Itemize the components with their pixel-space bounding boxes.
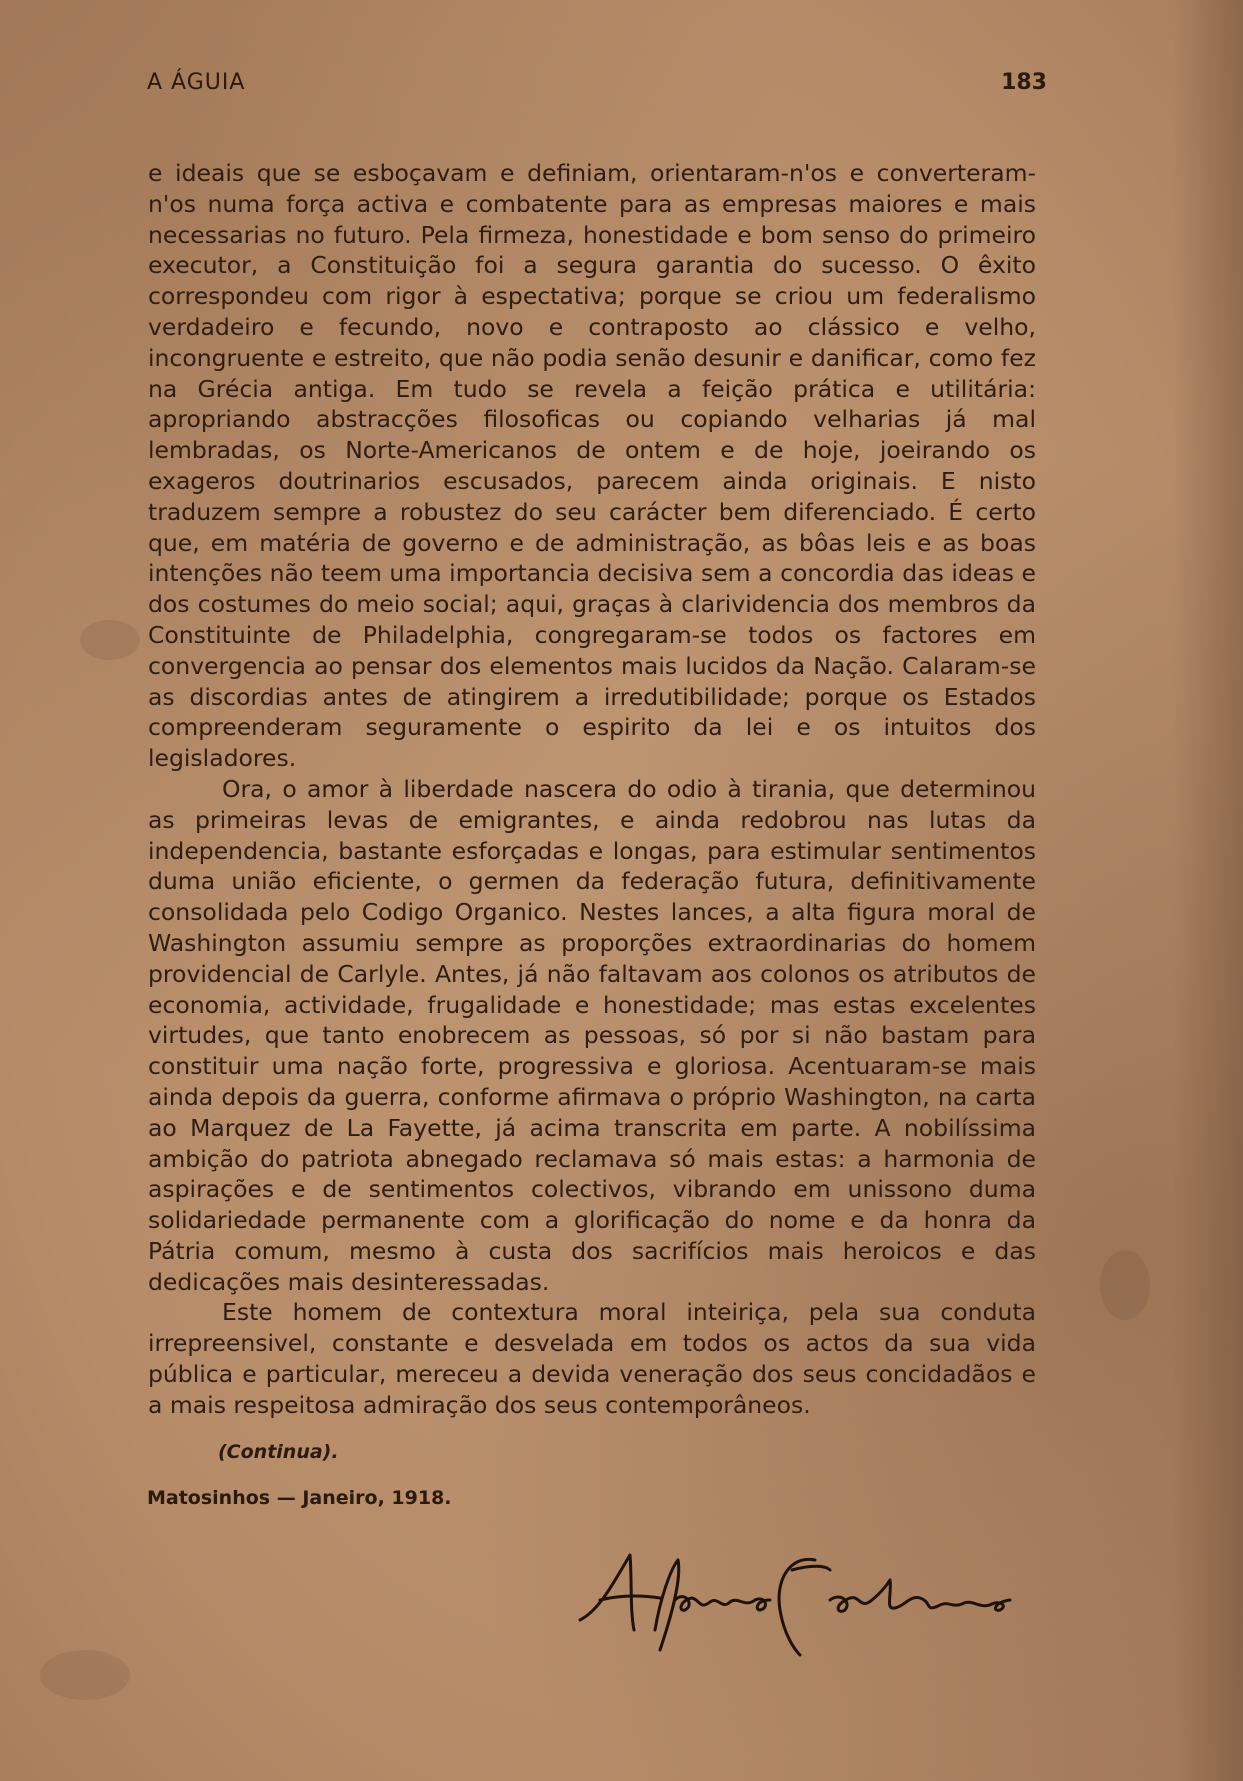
paragraph: e ideais que se esboçavam e definiam, orientaram-n'os e converteram-n'os numa força activa e combatente para as empresas maiores e mais necessarias no futuro. Pela firmeza, honestidade e bom senso do primeiro executor, a Constituição foi a segura garantia do sucesso. O êxito correspondeu com rigor à espectativa; porque se criou um federalismo verdadeiro e fecundo, novo e contraposto ao clássico e velho, incongruente e estreito, que não podia senão desunir e danificar, como fez na Grécia antiga. Em tudo se revela a feição prática e utilitária: apropriando abstracções filosoficas ou copiando velharias já mal lembradas, os Norte-Americanos de ontem e de hoje, joeirando os exageros doutrinarios escusados, parecem ainda originais. E nisto traduzem sempre a robustez do seu carácter bem diferenciado. É certo que, em matéria de governo e de administração, as bôas leis e as boas intenções não teem uma importancia decisiva sem a concordia das ideas e dos costumes do meio social; aqui, graças à clarividencia dos membros da Constituinte de Philadelphia, congregaram-se todos os factores em convergencia ao pensar dos elementos mais lucidos da Nação. Calaram-se as discordias antes de atingirem a irredutibilidade; porque os Estados compreenderam seguramente o espirito da lei e os intuitos dos legisladores.: [148, 159, 1036, 773]
page-edge-shadow: [1173, 0, 1243, 1781]
continuation-note: (Continua).: [218, 1441, 339, 1463]
paragraph: Este homem de contextura moral inteiriça, pela sua conduta irrepreensivel, constante e desvelada em todos os actos da sua vida pública e particular, mereceu a devida veneração dos seus concidadãos e a mais respeitosa admiração dos seus contemporâneos.: [148, 1298, 1036, 1419]
page-number: 183: [1001, 70, 1047, 95]
dateline: Matosinhos — Janeiro, 1918.: [147, 1487, 452, 1509]
journal-title: A ÁGUIA: [147, 70, 246, 95]
paragraph: Ora, o amor à liberdade nascera do odio à tirania, que determinou as primeiras levas de emigrantes, e ainda redobrou nas lutas da independencia, bastante esforçadas e longas, para estimular sentimentos duma união eficiente, o germen da federação futura, definitivamente consolidada pelo Codigo Organico. Nestes lances, a alta figura moral de Washington assumiu sempre as proporções extraordinarias do homem providencial de Carlyle. Antes, já não faltavam aos colonos os atributos de economia, actividade, frugalidade e honestidade; mas estas excelentes virtudes, que tanto enobrecem as pessoas, só por si não bastam para constituir uma nação forte, progressiva e gloriosa. Acentuaram-se mais ainda depois da guerra, conforme afirmava o próprio Washington, na carta ao Marquez de La Fayette, já acima transcrita em parte. A nobilíssima ambição do patriota abnegado reclamava só mais estas: a harmonia de aspirações e de sentimentos colectivos, vibrando em unissono duma solidariedade permanente com a glorificação do nome e da honra da Pátria comum, mesmo à custa dos sacrifícios mais heroicos e das dedicações mais desinteressadas.: [148, 774, 1036, 1296]
article-body: [148, 158, 1036, 1421]
paper-stain: [80, 620, 140, 660]
handwritten-signature: [560, 1540, 1030, 1660]
paper-stain: [1100, 1250, 1150, 1320]
paper-stain: [40, 1650, 130, 1700]
running-header: [147, 70, 1047, 110]
